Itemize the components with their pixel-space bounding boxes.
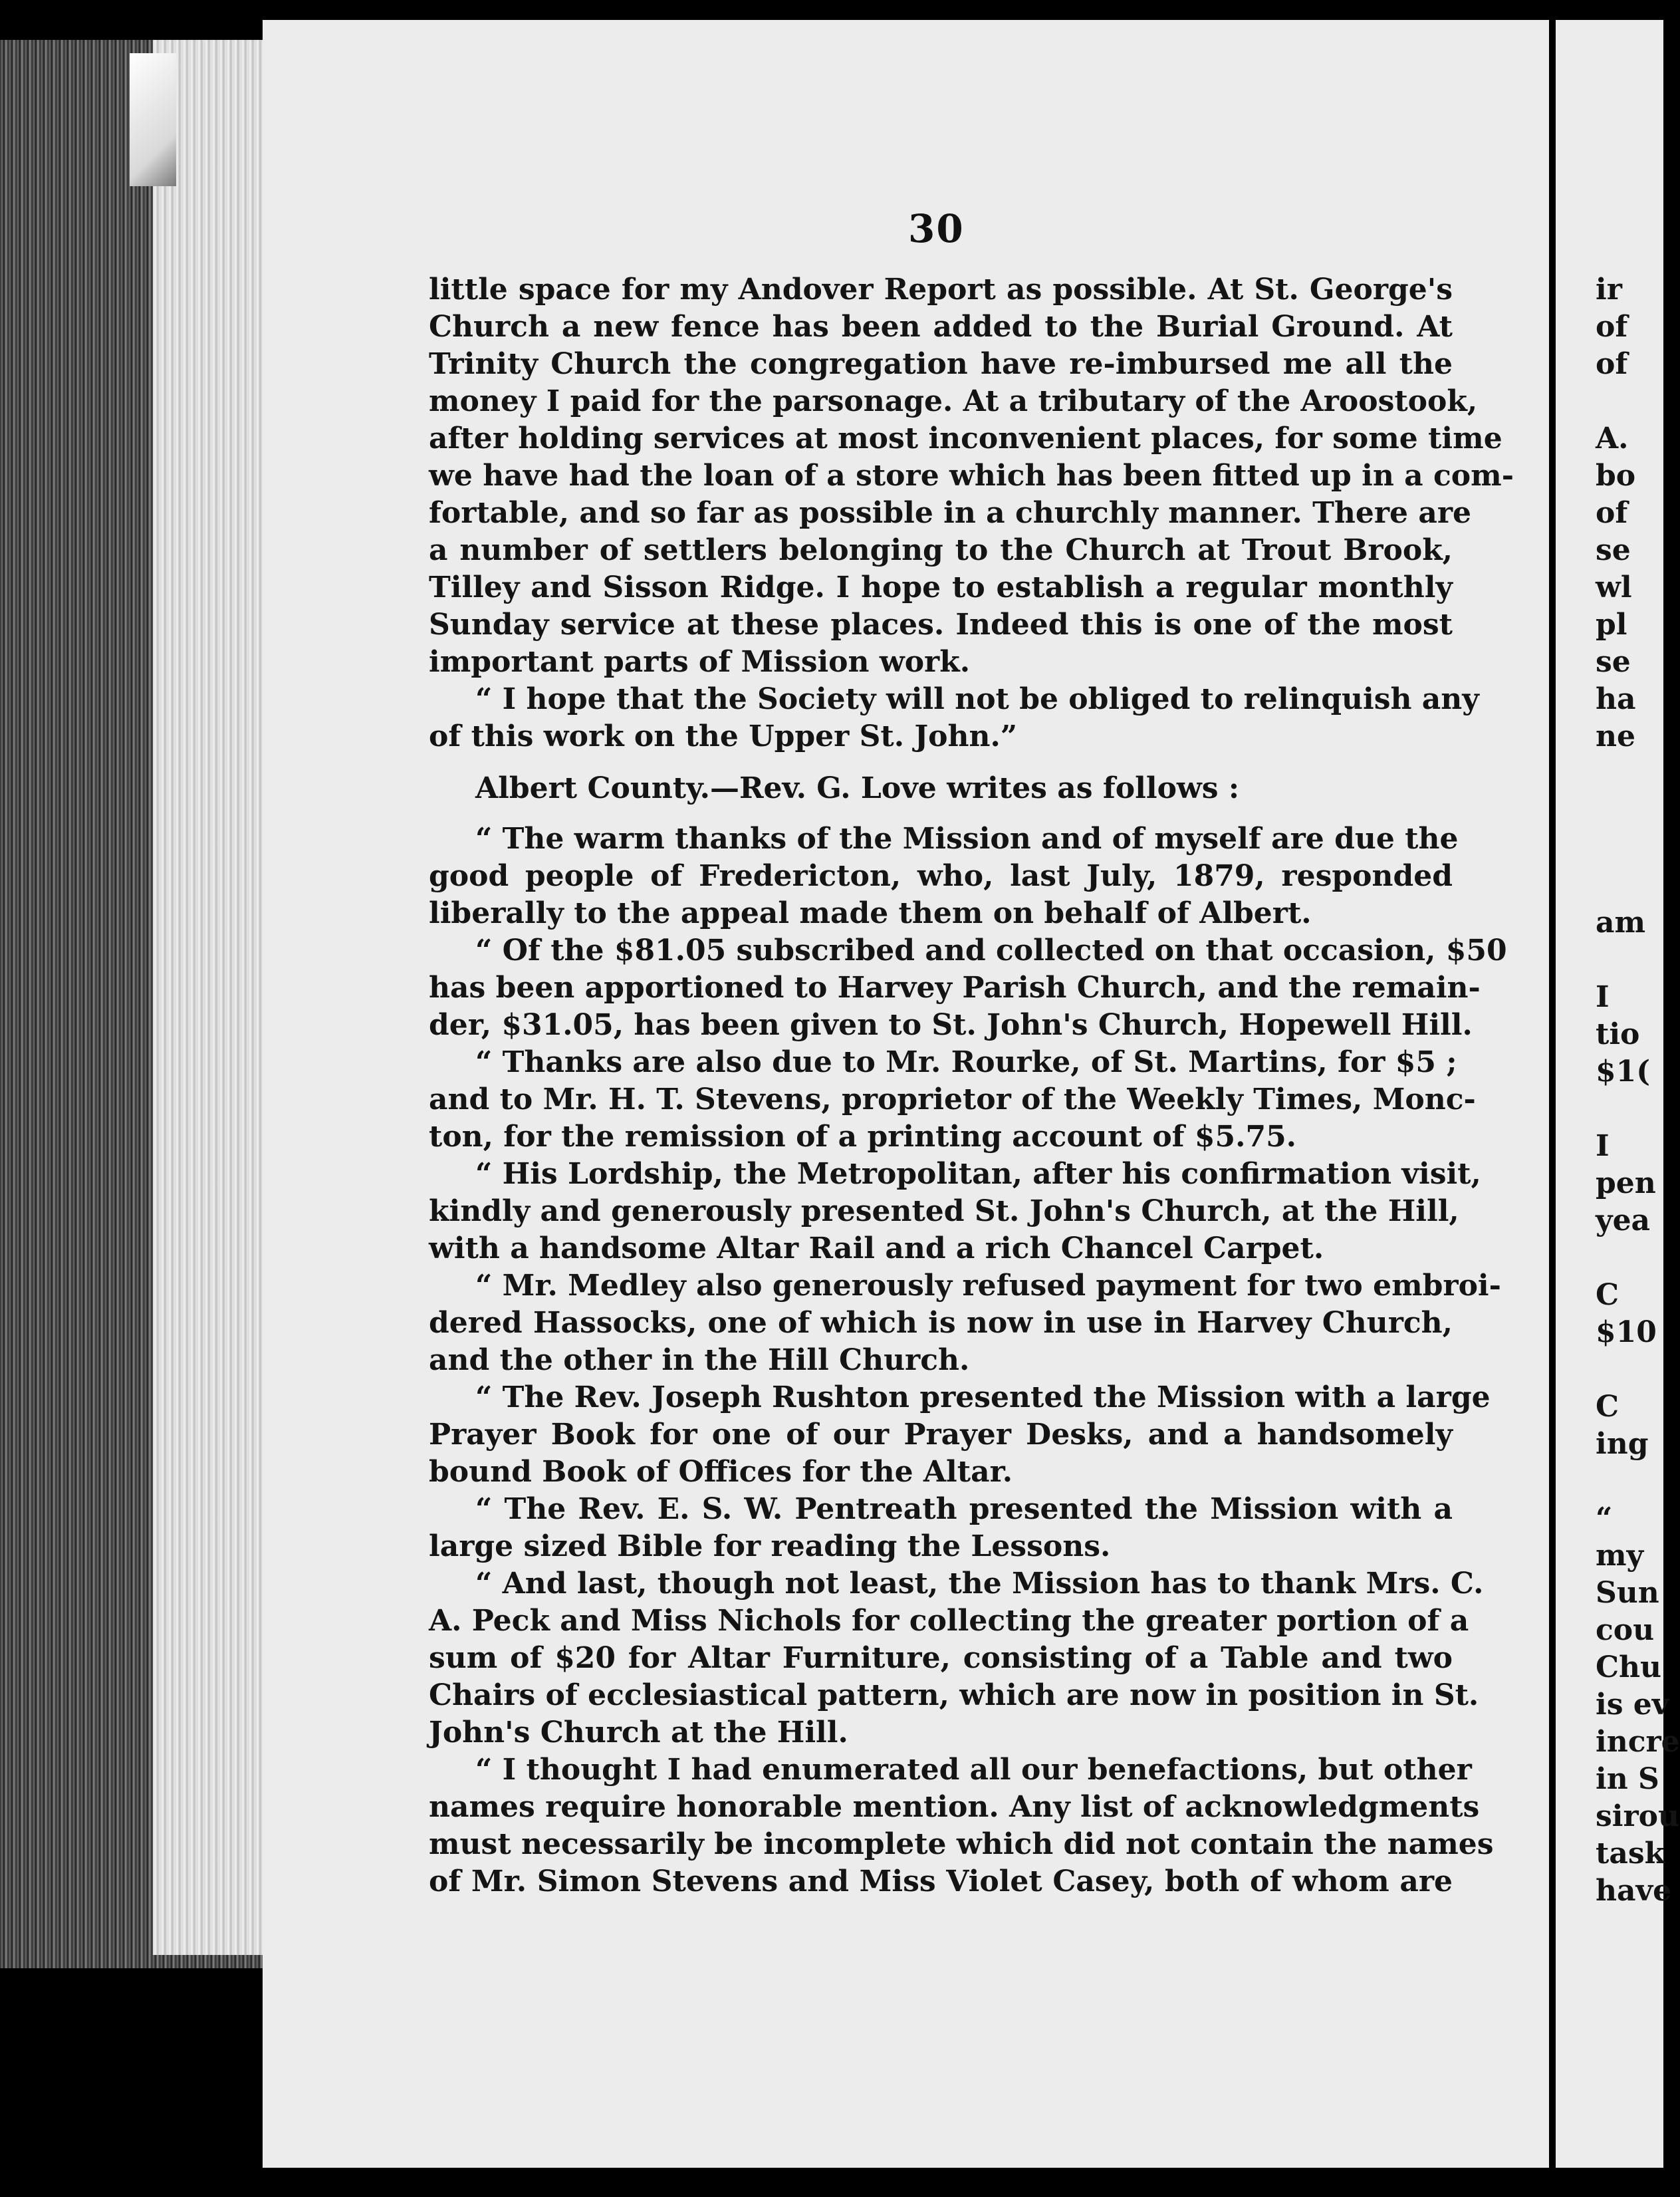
text-line: liberally to the appeal made them on behalf of Albert. bbox=[429, 896, 1312, 930]
text-line: large sized Bible for reading the Lessons. bbox=[429, 1529, 1111, 1563]
heading-line: Albert County.—Rev. G. Love writes as follows : bbox=[475, 771, 1240, 805]
facing-page-fragment: ha bbox=[1596, 682, 1636, 716]
facing-page-fragment: $1( bbox=[1596, 1055, 1651, 1089]
text-line: kindly and generously presented St. John's Church, at the Hill, bbox=[429, 1194, 1459, 1228]
facing-page-fragment: pen bbox=[1596, 1166, 1656, 1200]
text-line: “ Mr. Medley also generously refused payment for two embroi- bbox=[475, 1269, 1501, 1303]
paragraph bbox=[429, 1267, 1501, 1379]
page-fold-corner bbox=[130, 53, 176, 186]
text-line: “ Of the $81.05 subscribed and collected on that occasion, $50 bbox=[475, 934, 1507, 968]
facing-page-fragment: I bbox=[1596, 980, 1610, 1014]
text-line: with a handsome Altar Rail and a rich Chancel Carpet. bbox=[429, 1231, 1324, 1265]
text-line: “ I hope that the Society will not be obliged to relinquish any bbox=[475, 682, 1479, 716]
text-line: sum of $20 for Altar Furniture, consisting of a Table and two bbox=[429, 1641, 1453, 1675]
facing-page-fragment: cou bbox=[1596, 1613, 1655, 1647]
text-line: Prayer Book for one of our Prayer Desks, and a handsomely bbox=[429, 1418, 1453, 1452]
facing-page-fragment: in S bbox=[1596, 1762, 1659, 1796]
facing-page-fragment: ir bbox=[1596, 273, 1622, 307]
text-line: “ His Lordship, the Metropolitan, after his confirmation visit, bbox=[475, 1157, 1481, 1191]
text-line: and the other in the Hill Church. bbox=[429, 1343, 970, 1377]
facing-page-fragment: am bbox=[1596, 906, 1646, 940]
facing-page-fragment bbox=[1596, 793, 1680, 830]
text-line: of Mr. Simon Stevens and Miss Violet Casey, both of whom are bbox=[429, 1865, 1453, 1898]
text-line: der, $31.05, has been given to St. John's Church, Hopewell Hill. bbox=[429, 1008, 1473, 1042]
facing-page-fragment: A. bbox=[1596, 422, 1629, 455]
facing-page-text-fragments bbox=[1596, 271, 1680, 1910]
text-line: of this work on the Upper St. John.” bbox=[429, 719, 1018, 753]
text-line: “ The Rev. E. S. W. Pentreath presented the Mission with a bbox=[475, 1492, 1453, 1526]
facing-page-fragment: is ev bbox=[1596, 1688, 1669, 1722]
facing-page-fragment: my bbox=[1596, 1539, 1644, 1573]
facing-page-fragment: ing bbox=[1596, 1427, 1649, 1461]
text-line: important parts of Mission work. bbox=[429, 645, 971, 679]
facing-page-fragment bbox=[1596, 1463, 1680, 1500]
text-line: Chairs of ecclesiastical pattern, which are now in position in St. bbox=[429, 1678, 1479, 1712]
facing-page-fragment: yea bbox=[1596, 1204, 1651, 1237]
facing-page-fragment: of bbox=[1596, 496, 1628, 530]
text-line: fortable, and so far as possible in a churchly manner. There are bbox=[429, 496, 1472, 530]
facing-page-fragment: of bbox=[1596, 347, 1628, 381]
text-line: names require honorable mention. Any list of acknowledgments bbox=[429, 1790, 1480, 1824]
text-line: dered Hassocks, one of which is now in use in Harvey Church, bbox=[429, 1306, 1453, 1340]
paragraph bbox=[429, 821, 1459, 932]
facing-page-fragment: Sun bbox=[1596, 1576, 1659, 1610]
facing-page-fragment: tio bbox=[1596, 1017, 1640, 1051]
facing-page-fragment: C bbox=[1596, 1278, 1620, 1312]
text-line: A. Peck and Miss Nichols for collecting the greater portion of a bbox=[429, 1604, 1469, 1638]
facing-page-fragment: of bbox=[1596, 310, 1628, 344]
text-line: Sunday service at these places. Indeed this is one of the most bbox=[429, 608, 1453, 642]
text-line: “ The warm thanks of the Mission and of myself are due the bbox=[475, 822, 1459, 856]
facing-page-fragment: incre bbox=[1596, 1725, 1680, 1759]
facing-page-fragment bbox=[1596, 1091, 1680, 1128]
text-line: little space for my Andover Report as possible. At St. George's bbox=[429, 273, 1453, 307]
facing-page-fragment: C bbox=[1596, 1390, 1620, 1424]
facing-page-fragment: sirou bbox=[1596, 1799, 1680, 1833]
text-line: and to Mr. H. T. Stevens, proprietor of the Weekly Times, Monc- bbox=[429, 1083, 1476, 1116]
page-number: 30 bbox=[908, 206, 965, 251]
facing-page-fragment: se bbox=[1596, 533, 1631, 567]
text-line: must necessarily be incomplete which did not contain the names bbox=[429, 1827, 1494, 1861]
text-line: ton, for the remission of a printing account of $5.75. bbox=[429, 1120, 1297, 1154]
text-line: Trinity Church the congregation have re-imbursed me all the bbox=[429, 347, 1453, 381]
facing-page-fragment bbox=[1596, 1239, 1680, 1277]
paragraph bbox=[429, 1751, 1494, 1900]
text-line: “ Thanks are also due to Mr. Rourke, of St. Martins, for $5 ; bbox=[475, 1045, 1457, 1079]
facing-page-fragment: se bbox=[1596, 645, 1631, 679]
text-line: “ I thought I had enumerated all our benefactions, but other bbox=[475, 1753, 1472, 1787]
facing-page-fragment bbox=[1596, 755, 1680, 793]
paragraph bbox=[429, 681, 1479, 755]
facing-page-fragment: bo bbox=[1596, 459, 1636, 493]
facing-page-fragment bbox=[1596, 867, 1680, 904]
facing-page-fragment bbox=[1596, 830, 1680, 867]
facing-page-fragment bbox=[1596, 942, 1680, 979]
facing-page-fragment: wl bbox=[1596, 571, 1632, 604]
book-page-stack bbox=[153, 40, 279, 1955]
facing-page-fragment bbox=[1596, 1351, 1680, 1388]
page-body-text bbox=[429, 271, 1514, 1900]
text-line: “ And last, though not least, the Mission has to thank Mrs. C. bbox=[475, 1567, 1484, 1601]
facing-page-fragment: ne bbox=[1596, 719, 1635, 753]
text-line: Tilley and Sisson Ridge. I hope to establish a regular monthly bbox=[429, 571, 1453, 604]
text-line: “ The Rev. Joseph Rushton presented the Mission with a large bbox=[475, 1380, 1491, 1414]
paragraph bbox=[429, 1379, 1491, 1491]
text-line: bound Book of Offices for the Altar. bbox=[429, 1455, 1013, 1489]
facing-page-fragment: $10 bbox=[1596, 1315, 1657, 1349]
facing-page-fragment: have bbox=[1596, 1874, 1672, 1908]
facing-page-fragment: I bbox=[1596, 1129, 1610, 1163]
facing-page-fragment: “ bbox=[1596, 1501, 1613, 1535]
paragraph bbox=[429, 1156, 1481, 1267]
facing-page-fragment: pl bbox=[1596, 608, 1627, 642]
text-line: money I paid for the parsonage. At a tributary of the Aroostook, bbox=[429, 384, 1478, 418]
paragraph bbox=[429, 1044, 1476, 1156]
text-line: Church a new fence has been added to the Burial Ground. At bbox=[429, 310, 1453, 344]
text-line: has been apportioned to Harvey Parish Church, and the remain- bbox=[429, 971, 1481, 1005]
paragraph bbox=[429, 932, 1507, 1044]
section-heading bbox=[429, 770, 1453, 807]
text-line: we have had the loan of a store which has been fitted up in a com- bbox=[429, 459, 1514, 493]
text-line: a number of settlers belonging to the Church at Trout Brook, bbox=[429, 533, 1453, 567]
facing-page-fragment bbox=[1596, 383, 1680, 420]
paragraph bbox=[429, 1491, 1453, 1565]
text-line: good people of Fredericton, who, last July, 1879, responded bbox=[429, 859, 1453, 893]
text-line: after holding services at most inconvenient places, for some time bbox=[429, 422, 1502, 455]
facing-page-fragment: task bbox=[1596, 1837, 1665, 1871]
facing-page-fragment: Chu bbox=[1596, 1650, 1661, 1684]
paragraph bbox=[429, 1565, 1484, 1751]
text-line: John's Church at the Hill. bbox=[429, 1716, 848, 1749]
paragraph bbox=[429, 271, 1514, 681]
